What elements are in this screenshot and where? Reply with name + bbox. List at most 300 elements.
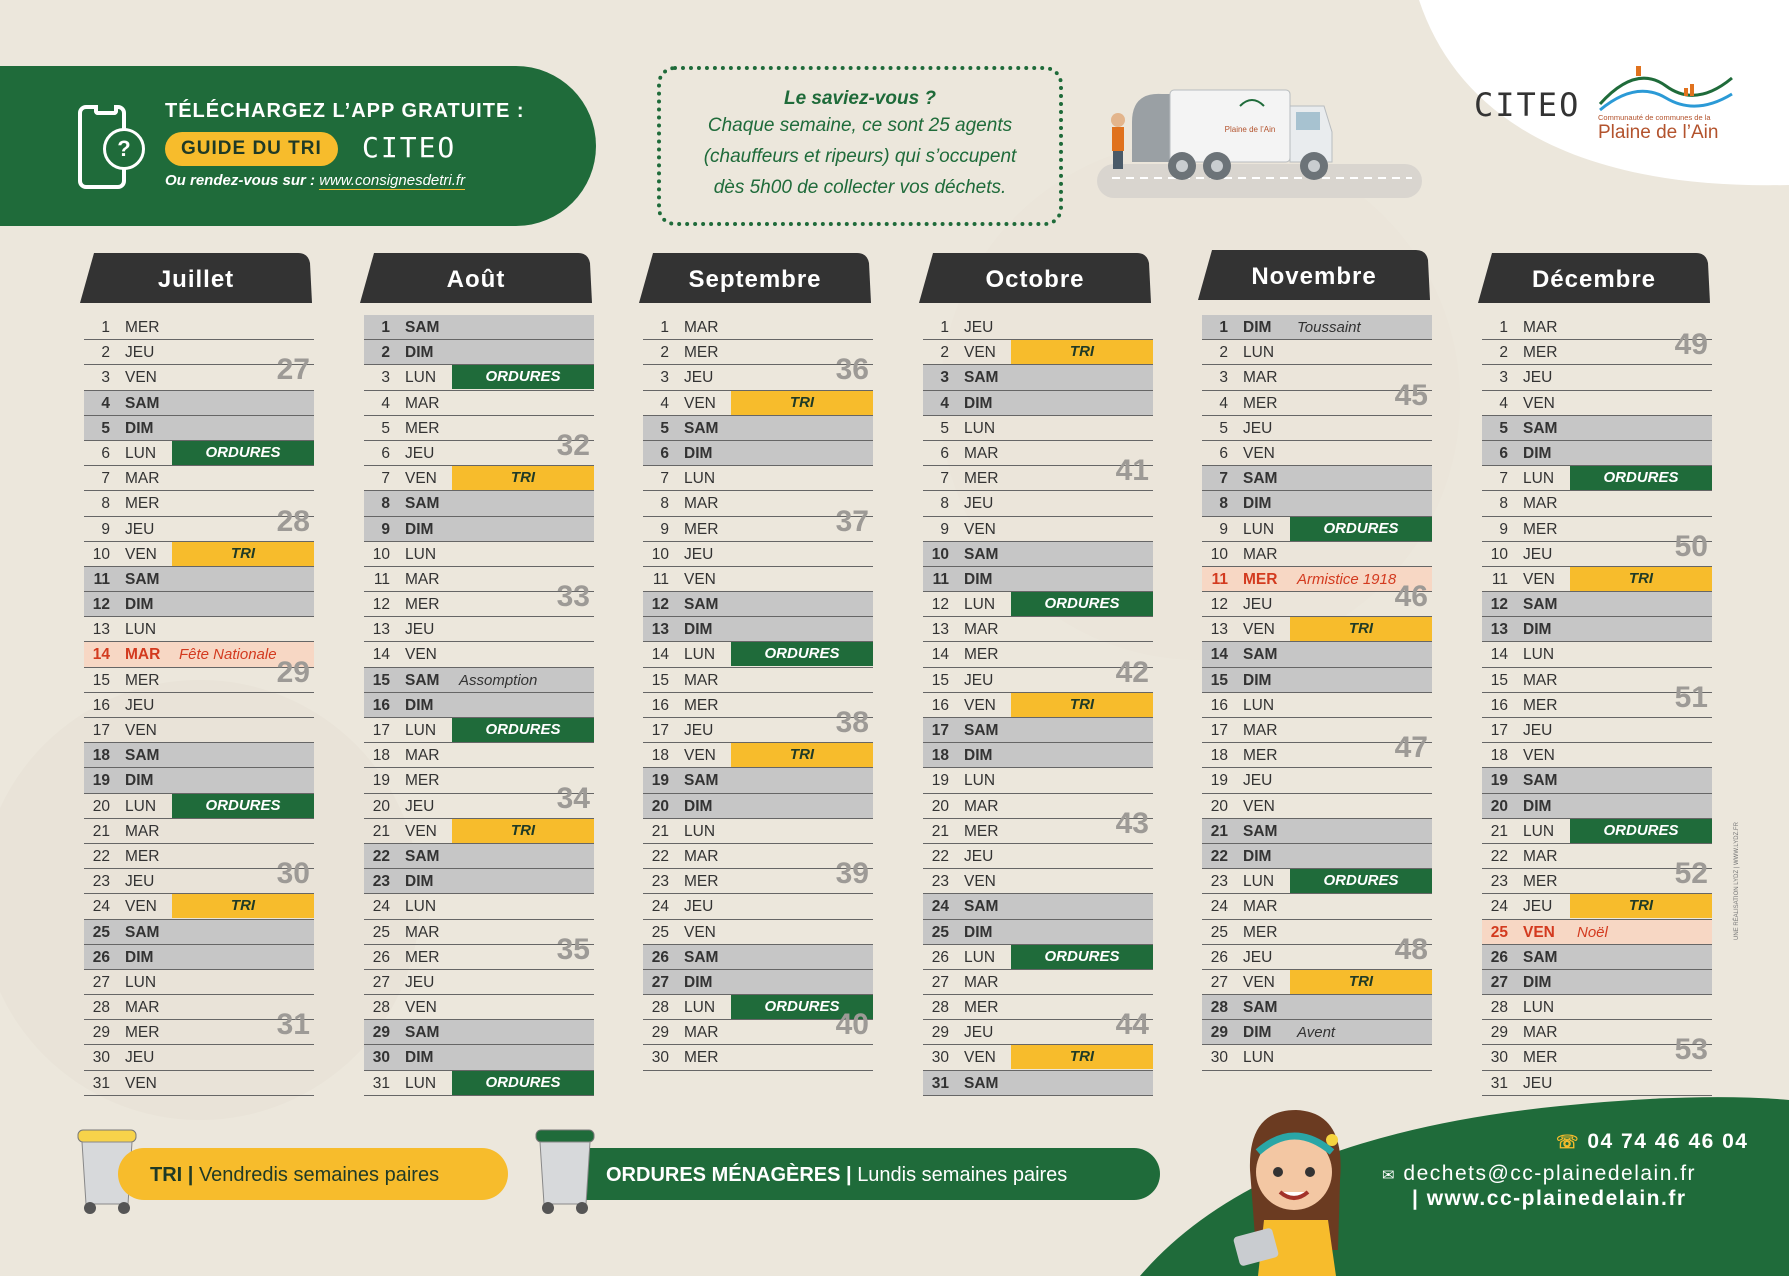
month-octobre: [919, 253, 1151, 1092]
day-row: [643, 391, 873, 416]
day-of-week: SAM: [1243, 999, 1278, 1017]
day-number: 30: [1490, 1049, 1508, 1067]
day-number: 16: [1490, 696, 1508, 714]
day-number: 25: [372, 923, 390, 941]
day-of-week: LUN: [684, 646, 716, 664]
day-of-week: DIM: [405, 344, 434, 362]
day-row: [1482, 642, 1712, 667]
day-of-week: MAR: [1523, 1024, 1558, 1042]
day-row: [1482, 328, 1712, 365]
day-of-week: JEU: [1523, 898, 1553, 916]
day-number: 20: [92, 797, 110, 815]
day-number: 26: [1210, 948, 1228, 966]
day-number: 26: [651, 948, 669, 966]
day-number: 6: [660, 444, 669, 462]
day-row: [923, 517, 1153, 542]
day-of-week: DIM: [405, 873, 434, 891]
day-number: 11: [93, 570, 110, 588]
day-of-week: MER: [1523, 1049, 1558, 1067]
day-row: [1482, 995, 1712, 1020]
day-number: 13: [651, 621, 669, 639]
day-number: 5: [381, 419, 390, 437]
day-note: Toussaint: [1297, 319, 1361, 336]
day-number: 26: [1490, 948, 1508, 966]
day-of-week: VEN: [964, 696, 996, 714]
day-row: [1202, 617, 1432, 642]
day-of-week: JEU: [1243, 948, 1273, 966]
day-of-week: JEU: [684, 722, 714, 739]
day-of-week: DIM: [125, 419, 154, 437]
day-number: 14: [92, 646, 110, 664]
day-row: [1202, 441, 1432, 466]
day-number: 15: [372, 671, 390, 689]
ordures-badge: ORDURES: [452, 718, 594, 742]
day-number: 13: [1210, 621, 1228, 639]
day-number: 14: [651, 646, 669, 664]
day-row: [1202, 416, 1432, 441]
day-of-week: SAM: [684, 948, 719, 966]
day-of-week: SAM: [405, 319, 440, 336]
day-of-week: JEU: [684, 545, 714, 563]
day-of-week: DIM: [1523, 444, 1552, 462]
day-of-week: VEN: [1523, 923, 1555, 941]
tri-badge: TRI: [1570, 567, 1712, 591]
day-of-week: VEN: [1243, 621, 1275, 639]
day-row: [643, 819, 873, 844]
day-number: 11: [373, 570, 390, 588]
day-number: 31: [931, 1074, 949, 1092]
day-row: [1202, 894, 1432, 919]
day-of-week: VEN: [1523, 394, 1555, 412]
day-of-week: VEN: [1243, 797, 1275, 815]
day-number: 17: [651, 722, 669, 739]
week-number: 50: [1674, 529, 1708, 563]
week-number: 35: [556, 932, 590, 966]
day-number: 3: [940, 369, 949, 387]
cc-name: Plaine de l’Ain: [1598, 122, 1719, 143]
day-row: [364, 466, 594, 491]
day-row: [1202, 844, 1432, 869]
day-number: 5: [1499, 419, 1508, 437]
legend-ordures: [606, 1164, 1067, 1187]
day-row: [923, 1071, 1153, 1096]
day-number: 14: [1210, 646, 1228, 664]
day-number: 19: [92, 772, 110, 790]
day-of-week: DIM: [405, 696, 434, 714]
day-row: [84, 441, 314, 466]
week-number: 52: [1674, 857, 1708, 891]
month-header: [919, 253, 1151, 303]
day-number: 20: [931, 797, 949, 815]
day-number: 18: [372, 747, 390, 765]
day-number: 7: [660, 470, 669, 488]
day-row: [1482, 718, 1712, 743]
day-of-week: DIM: [1243, 847, 1272, 865]
day-row: [84, 416, 314, 441]
day-of-week: MAR: [1243, 722, 1278, 739]
day-number: 7: [1499, 470, 1508, 488]
day-of-week: MAR: [1523, 319, 1558, 336]
ordures-badge: ORDURES: [1570, 819, 1712, 843]
day-number: 26: [92, 948, 110, 966]
day-of-week: MER: [125, 1024, 160, 1042]
day-number: 6: [1219, 444, 1228, 462]
ordures-badge: ORDURES: [731, 995, 873, 1019]
day-of-week: LUN: [125, 973, 157, 991]
day-of-week: JEU: [964, 495, 994, 513]
day-number: 8: [940, 495, 949, 513]
month-decembre: [1478, 253, 1710, 1092]
day-of-week: DIM: [964, 394, 993, 412]
day-of-week: MAR: [684, 671, 719, 689]
day-of-week: MER: [684, 344, 719, 362]
day-number: 23: [1210, 873, 1228, 891]
ordures-badge: ORDURES: [1011, 592, 1153, 616]
day-row: [923, 869, 1153, 894]
day-number: 24: [1210, 898, 1228, 916]
day-row: [84, 894, 314, 919]
day-of-week: LUN: [964, 596, 996, 614]
day-row: [643, 642, 873, 667]
day-number: 27: [92, 973, 110, 991]
week-number: 37: [835, 504, 869, 538]
day-number: 11: [932, 570, 949, 588]
day-row: [84, 592, 314, 617]
week-number: 40: [835, 1008, 869, 1042]
day-row: [1482, 441, 1712, 466]
day-of-week: SAM: [405, 847, 440, 865]
day-of-week: JEU: [125, 520, 155, 538]
day-row: [364, 743, 594, 768]
day-of-week: JEU: [1243, 772, 1273, 790]
day-number: 21: [1490, 822, 1508, 840]
contact-website[interactable]: | www.cc-plainedelain.fr: [1412, 1187, 1687, 1210]
day-number: 6: [1499, 444, 1508, 462]
day-number: 4: [1499, 394, 1508, 412]
day-row: [84, 542, 314, 567]
day-number: 8: [660, 495, 669, 513]
day-of-week: MER: [964, 470, 999, 488]
day-number: 17: [1210, 722, 1228, 739]
day-row: [923, 718, 1153, 743]
week-number: 30: [276, 857, 310, 891]
day-number: 9: [381, 520, 390, 538]
day-row: [364, 844, 594, 869]
day-of-week: SAM: [1523, 596, 1558, 614]
day-of-week: MER: [1243, 747, 1278, 765]
day-of-week: DIM: [1523, 621, 1552, 639]
week-number: 44: [1115, 1008, 1149, 1042]
day-row: [643, 542, 873, 567]
day-number: 30: [931, 1049, 949, 1067]
day-row: [1202, 542, 1432, 567]
day-row: [1482, 819, 1712, 844]
day-row: [643, 794, 873, 819]
month-name: Août: [446, 266, 506, 293]
day-row: [1202, 340, 1432, 365]
day-of-week: SAM: [125, 570, 160, 588]
day-of-week: MAR: [125, 999, 160, 1017]
day-row: [84, 857, 314, 894]
day-number: 18: [651, 747, 669, 765]
day-number: 11: [652, 570, 669, 588]
day-row: [643, 592, 873, 617]
day-number: 14: [1490, 646, 1508, 664]
day-of-week: VEN: [125, 898, 157, 916]
day-number: 3: [660, 369, 669, 387]
day-row: [1202, 668, 1432, 693]
day-of-week: VEN: [405, 822, 437, 840]
day-of-week: MER: [125, 495, 160, 513]
day-number: 10: [651, 545, 669, 563]
day-number: 5: [660, 419, 669, 437]
day-row: [84, 391, 314, 416]
day-number: 14: [372, 646, 390, 664]
day-number: 2: [101, 344, 110, 362]
day-number: 3: [1219, 369, 1228, 387]
day-number: 27: [931, 973, 949, 991]
contact-phone-number: 04 74 46 46 04: [1587, 1130, 1749, 1153]
day-number: 28: [92, 999, 110, 1017]
day-of-week: JEU: [964, 671, 994, 689]
week-number: 43: [1115, 806, 1149, 840]
day-number: 29: [372, 1024, 390, 1042]
day-number: 29: [92, 1024, 110, 1042]
day-of-week: DIM: [405, 520, 434, 538]
day-row: [923, 416, 1153, 441]
day-number: 10: [1490, 545, 1508, 563]
day-number: 5: [940, 419, 949, 437]
day-number: 3: [1499, 369, 1508, 387]
day-list: [1482, 315, 1712, 1096]
day-number: 27: [1210, 973, 1228, 991]
day-number: 2: [381, 344, 390, 362]
day-number: 20: [1490, 797, 1508, 815]
day-of-week: SAM: [1523, 948, 1558, 966]
day-number: 7: [101, 470, 110, 488]
tri-badge: TRI: [1011, 693, 1153, 717]
day-row: [364, 580, 594, 617]
day-number: 3: [381, 369, 390, 387]
day-of-week: MER: [964, 999, 999, 1017]
day-of-week: JEU: [1243, 419, 1273, 437]
day-of-week: VEN: [125, 369, 157, 387]
day-of-week: MAR: [125, 470, 160, 488]
day-of-week: LUN: [1243, 520, 1275, 538]
day-list: [643, 315, 873, 1071]
day-row: [923, 340, 1153, 365]
day-note: Noël: [1577, 923, 1608, 941]
day-number: 15: [1490, 671, 1508, 689]
day-of-week: DIM: [964, 570, 993, 588]
day-of-week: SAM: [1523, 419, 1558, 437]
day-number: 21: [651, 822, 669, 840]
app-guide-pill[interactable]: GUIDE DU TRI: [165, 132, 338, 166]
day-of-week: VEN: [684, 747, 716, 765]
day-number: 14: [931, 646, 949, 664]
phone-icon: ☏: [1556, 1132, 1581, 1152]
day-number: 16: [651, 696, 669, 714]
day-number: 23: [1490, 873, 1508, 891]
day-of-week: JEU: [1523, 369, 1553, 387]
day-number: 29: [1490, 1024, 1508, 1042]
day-of-week: VEN: [405, 646, 437, 664]
day-number: 8: [1499, 495, 1508, 513]
day-number: 16: [372, 696, 390, 714]
day-row: [364, 693, 594, 718]
info-line-1: Chaque semaine, ce sont 25 agents: [707, 115, 1013, 136]
day-row: [1202, 768, 1432, 793]
tri-badge: TRI: [172, 894, 314, 918]
day-row: [84, 794, 314, 819]
day-of-week: LUN: [125, 797, 157, 815]
day-row: [643, 416, 873, 441]
day-row: [1482, 970, 1712, 995]
tri-badge: TRI: [172, 542, 314, 566]
day-number: 15: [1210, 671, 1228, 689]
day-row: [364, 617, 594, 642]
day-number: 10: [1210, 545, 1228, 563]
day-number: 27: [372, 973, 390, 991]
day-number: 7: [1219, 470, 1228, 488]
ordures-badge: ORDURES: [172, 441, 314, 465]
app-website-line: [165, 172, 465, 189]
week-number: 38: [835, 706, 869, 739]
week-number: 28: [276, 504, 310, 538]
day-note: Avent: [1297, 1024, 1336, 1042]
day-row: [1202, 315, 1432, 340]
day-row: [1202, 869, 1432, 894]
day-row: [923, 592, 1153, 617]
day-number: 29: [1210, 1024, 1228, 1042]
day-number: 25: [1210, 923, 1228, 941]
day-row: [923, 454, 1153, 491]
day-of-week: LUN: [964, 419, 996, 437]
day-number: 7: [940, 470, 949, 488]
day-of-week: LUN: [1243, 344, 1275, 362]
day-row: [923, 542, 1153, 567]
day-of-week: MER: [1523, 696, 1558, 714]
day-number: 28: [931, 999, 949, 1017]
day-row: [364, 365, 594, 390]
app-website-link[interactable]: www.consignesdetri.fr: [319, 172, 466, 189]
day-row: [84, 768, 314, 793]
day-row: [1202, 491, 1432, 516]
tri-badge: TRI: [1011, 340, 1153, 364]
month-aout: [360, 253, 592, 1092]
day-of-week: LUN: [405, 545, 437, 563]
day-of-week: MER: [964, 822, 999, 840]
tri-badge: TRI: [1570, 894, 1712, 918]
day-number: 23: [931, 873, 949, 891]
month-name: Octobre: [985, 266, 1085, 293]
day-list: [364, 315, 594, 1096]
day-row: [643, 768, 873, 793]
day-row: [364, 642, 594, 667]
day-of-week: MER: [1243, 570, 1278, 588]
day-number: 19: [651, 772, 669, 790]
week-number: 48: [1394, 932, 1428, 966]
day-number: 9: [940, 520, 949, 538]
day-row: [364, 894, 594, 919]
day-of-week: VEN: [405, 999, 437, 1017]
day-number: 31: [372, 1074, 390, 1092]
contact-email[interactable]: [1382, 1162, 1696, 1186]
contact-phone[interactable]: [1556, 1130, 1749, 1154]
day-row: [1202, 819, 1432, 844]
day-of-week: DIM: [964, 747, 993, 765]
info-line-3: dès 5h00 de collecter vos déchets.: [713, 177, 1007, 198]
day-of-week: DIM: [1243, 1024, 1272, 1042]
day-number: 2: [1499, 344, 1508, 362]
day-number: 17: [1490, 722, 1508, 739]
day-row: [364, 491, 594, 516]
day-row: [923, 1045, 1153, 1070]
day-row: [1482, 491, 1712, 516]
week-number: 53: [1674, 1033, 1708, 1067]
day-of-week: JEU: [964, 847, 994, 865]
day-of-week: DIM: [684, 444, 713, 462]
day-number: 23: [372, 873, 390, 891]
day-of-week: MER: [1523, 344, 1558, 362]
day-of-week: MAR: [1243, 898, 1278, 916]
legend-tri: [150, 1164, 439, 1187]
day-number: 16: [92, 696, 110, 714]
day-number: 18: [931, 747, 949, 765]
day-of-week: DIM: [1523, 797, 1552, 815]
day-number: 13: [1490, 621, 1508, 639]
day-of-week: SAM: [405, 495, 440, 513]
day-row: [364, 970, 594, 995]
day-row: [643, 466, 873, 491]
day-number: 13: [372, 621, 390, 639]
day-of-week: MER: [125, 319, 160, 336]
day-number: 12: [92, 596, 110, 614]
day-of-week: DIM: [125, 596, 154, 614]
day-number: 24: [372, 898, 390, 916]
day-number: 16: [1210, 696, 1228, 714]
day-of-week: MAR: [1523, 495, 1558, 513]
day-of-week: DIM: [684, 797, 713, 815]
day-of-week: VEN: [125, 545, 157, 563]
day-of-week: DIM: [405, 1049, 434, 1067]
day-row: [1482, 794, 1712, 819]
day-of-week: MAR: [1523, 847, 1558, 865]
day-number: 2: [940, 344, 949, 362]
day-of-week: JEU: [405, 973, 435, 991]
week-number: 49: [1674, 328, 1708, 362]
ordures-badge: ORDURES: [1570, 466, 1712, 490]
month-name: Novembre: [1251, 263, 1377, 290]
day-of-week: VEN: [405, 470, 437, 488]
day-number: 26: [372, 948, 390, 966]
day-number: 30: [372, 1049, 390, 1067]
day-note: Armistice 1918: [1297, 570, 1397, 588]
day-number: 1: [660, 319, 669, 336]
day-of-week: SAM: [405, 671, 440, 689]
day-number: 12: [1210, 596, 1228, 614]
day-number: 30: [651, 1049, 669, 1067]
day-row: [1482, 743, 1712, 768]
day-of-week: SAM: [684, 596, 719, 614]
day-number: 1: [1219, 319, 1228, 336]
day-number: 19: [931, 772, 949, 790]
day-number: 22: [1210, 847, 1228, 865]
day-number: 30: [92, 1049, 110, 1067]
week-number: 41: [1115, 454, 1149, 488]
day-number: 15: [931, 671, 949, 689]
day-number: 22: [931, 847, 949, 865]
